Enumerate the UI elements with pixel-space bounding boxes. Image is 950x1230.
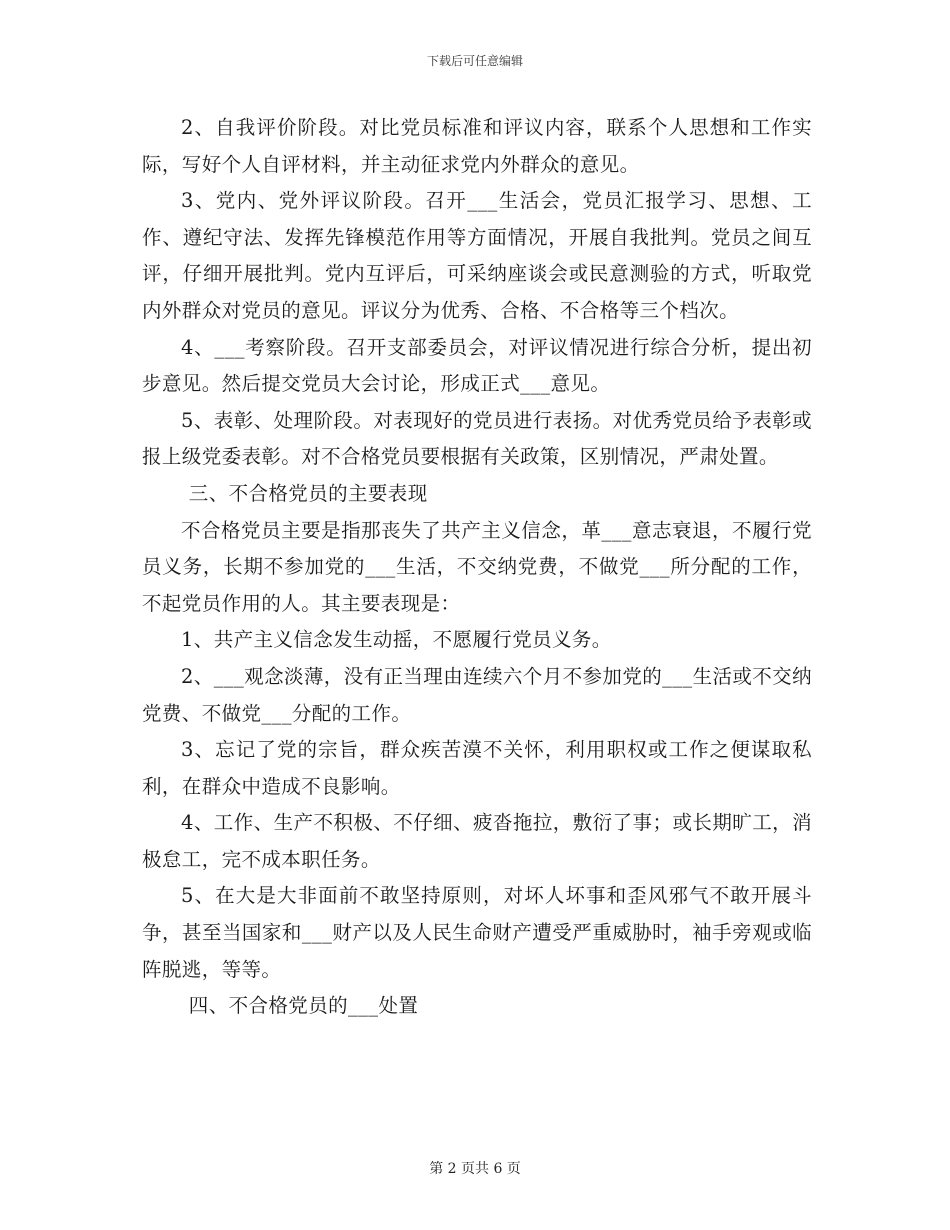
paragraph-stage-5: 5、表彰、处理阶段。对表现好的党员进行表扬。对优秀党员给予表彰或报上级党委表彰。对不合格党员要根据有关政策，区别情况，严肃处置。 (142, 408, 812, 469)
page-header: 下载后可任意编辑 (426, 54, 523, 68)
paragraph-stage-2: 2、自我评价阶段。对比党员标准和评议内容，联系个人思想和工作实际，写好个人自评材料，并主动征求党内外群众的意见。 (142, 116, 812, 176)
list-item-4: 4、工作、生产不积极、不仔细、疲沓拖拉，敷衍了事；或长期旷工，消极怠工，完不成本职任务。 (142, 811, 812, 871)
list-item-1: 1、共产主义信念发生动摇，不愿履行党员义务。 (181, 628, 612, 652)
list-item-3: 3、忘记了党的宗旨，群众疾苦漠不关怀，利用职权或工作之便谋取私利，在群众中造成不良影响。 (142, 738, 812, 798)
page-footer: 第 2 页共 6 页 (429, 1161, 521, 1177)
paragraph-section-3-intro: 不合格党员主要是指那丧失了共产主义信念，革___意志衰退，不履行党员义务，长期不参加党的___生活，不交纳党费，不做党___所分配的工作，不起党员作用的人。其主要表现是： (142, 518, 812, 615)
document-body (142, 110, 812, 1025)
paragraph-stage-4: 4、___考察阶段。召开支部委员会，对评议情况进行综合分析，提出初步意见。然后提交党员大会讨论，形成正式___意见。 (142, 335, 812, 396)
list-item-5: 5、在大是大非面前不敢坚持原则，对坏人坏事和歪风邪气不敢开展斗争，甚至当国家和___财产以及人民生命财产遭受严重威胁时，袖手旁观或临阵脱逃，等等。 (142, 884, 812, 981)
list-item-2: 2、___观念淡薄，没有正当理由连续六个月不参加党的___生活或不交纳党费、不做党___分配的工作。 (142, 664, 812, 725)
section-heading-3: 三、不合格党员的主要表现 (188, 481, 428, 505)
section-heading-4: 四、不合格党员的___处置 (188, 994, 419, 1018)
paragraph-stage-3: 3、党内、党外评议阶段。召开___生活会，党员汇报学习、思想、工作、遵纪守法、发挥先锋模范作用等方面情况，开展自我批判。党员之间互评，仔细开展批判。党内互评后，可采纳座谈会或民意测验的方式，听取党内外群众对党员的意见。评议分为优秀、合格、不合格等三个档次。 (142, 189, 812, 322)
